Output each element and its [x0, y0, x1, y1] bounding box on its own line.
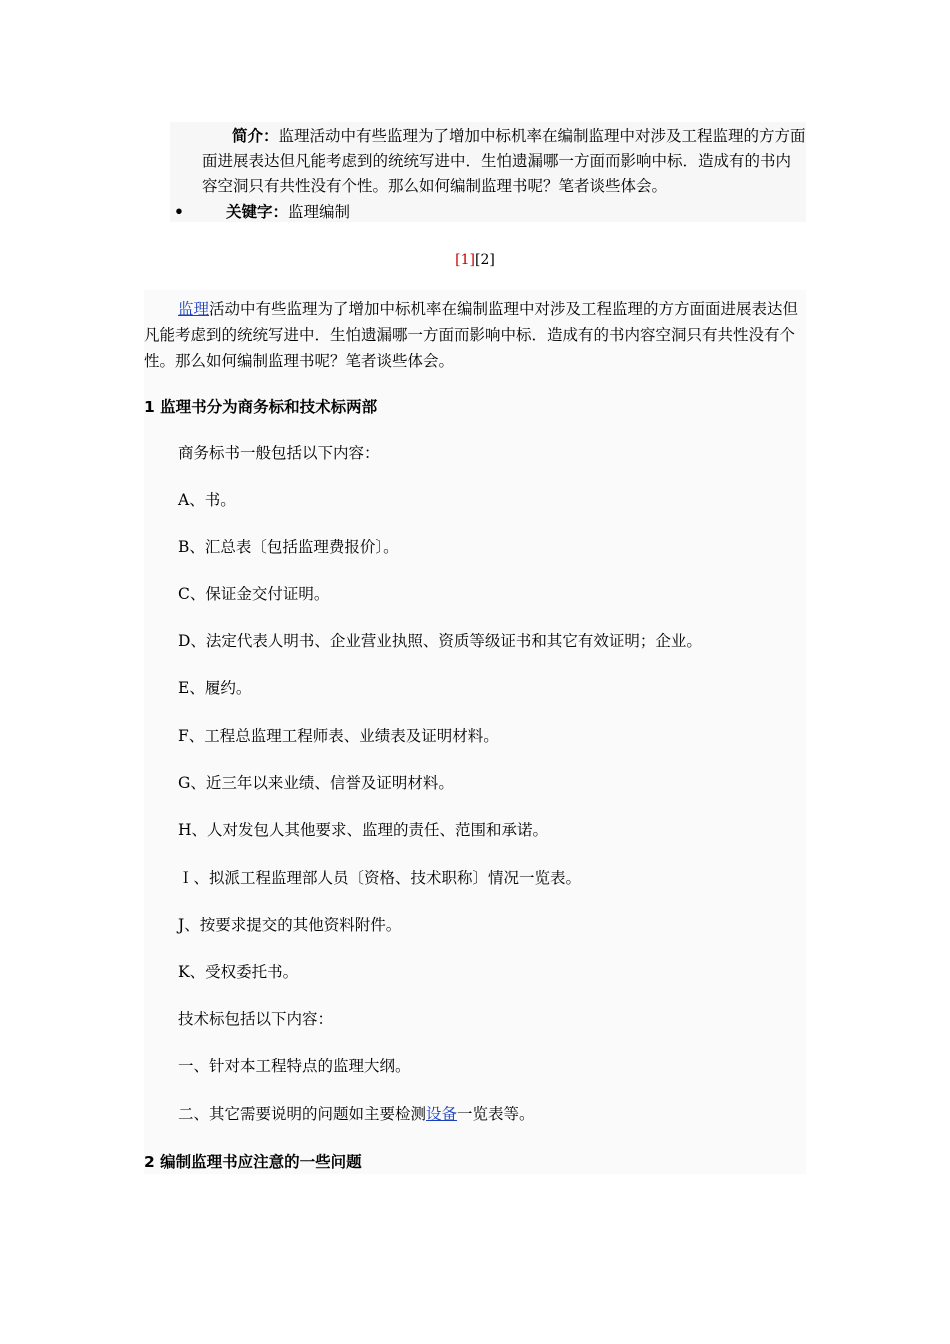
intro-link[interactable]: 监理: [178, 300, 210, 318]
equipment-link[interactable]: 设备: [426, 1105, 458, 1123]
section2-heading: 2 编制监理书应注意的一些问题: [144, 1153, 362, 1171]
keywords-row: [174, 200, 806, 224]
technical-intro: 技术标包括以下内容：: [178, 1010, 334, 1028]
bullet-icon: •: [174, 202, 184, 221]
summary-label: 简介：: [232, 127, 279, 145]
intro-paragraph: [144, 296, 806, 374]
list-item: G、近三年以来业绩、信誉及证明材料。: [178, 774, 454, 792]
list-item: H、人对发包人其他要求、监理的责任、范围和承诺。: [178, 821, 549, 839]
summary: [202, 124, 806, 199]
list-item: E、履约。: [178, 679, 252, 697]
page-1-link[interactable]: [1]: [455, 252, 475, 268]
list-item: K、受权委托书。: [178, 963, 299, 981]
list-item: A、书。: [178, 491, 236, 509]
keywords: [226, 200, 350, 224]
list-item: B、汇总表〔包括监理费报价〕。: [178, 538, 399, 556]
intro-text: 活动中有些监理为了增加中标机率在编制监理中对涉及工程监理的方方面面进展表达但凡能考虑到的统统写进中．生怕遗漏哪一方面而影响中标．造成有的书内容空洞只有共性没有个性。那么如何编制监理书呢？笔者谈些体会。: [144, 300, 799, 370]
summary-text: 监理活动中有些监理为了增加中标机率在编制监理中对涉及工程监理的方方面面进展表达但凡能考虑到的统统写进中．生怕遗漏哪一方面而影响中标．造成有的书内容空洞只有共性没有个性。那么如何编制监理书呢？笔者谈些体会。: [202, 127, 806, 195]
list-item: D、法定代表人明书、企业营业执照、资质等级证书和其它有效证明；企业。: [178, 632, 702, 650]
pagination: [0, 250, 950, 270]
tech-item-2: [178, 1103, 535, 1125]
tech-item-2-suffix: 一览表等。: [457, 1105, 535, 1123]
page-2-link[interactable]: [2]: [475, 252, 495, 268]
keywords-text: 监理编制: [288, 203, 351, 221]
list-item: Ｉ、拟派工程监理部人员〔资格、技术职称〕情况一览表。: [178, 869, 582, 887]
tech-item-1: 一、针对本工程特点的监理大纲。: [178, 1057, 411, 1075]
keywords-label: 关键字：: [226, 203, 289, 221]
list-item: F、工程总监理工程师表、业绩表及证明材料。: [178, 727, 499, 745]
tech-item-2-prefix: 二、其它需要说明的问题如主要检测: [178, 1105, 427, 1123]
commercial-intro: 商务标书一般包括以下内容：: [178, 444, 380, 462]
list-item: C、保证金交付证明。: [178, 585, 330, 603]
section1-heading: 1 监理书分为商务标和技术标两部: [144, 398, 378, 416]
list-item: J、按要求提交的其他资料附件。: [178, 916, 402, 934]
